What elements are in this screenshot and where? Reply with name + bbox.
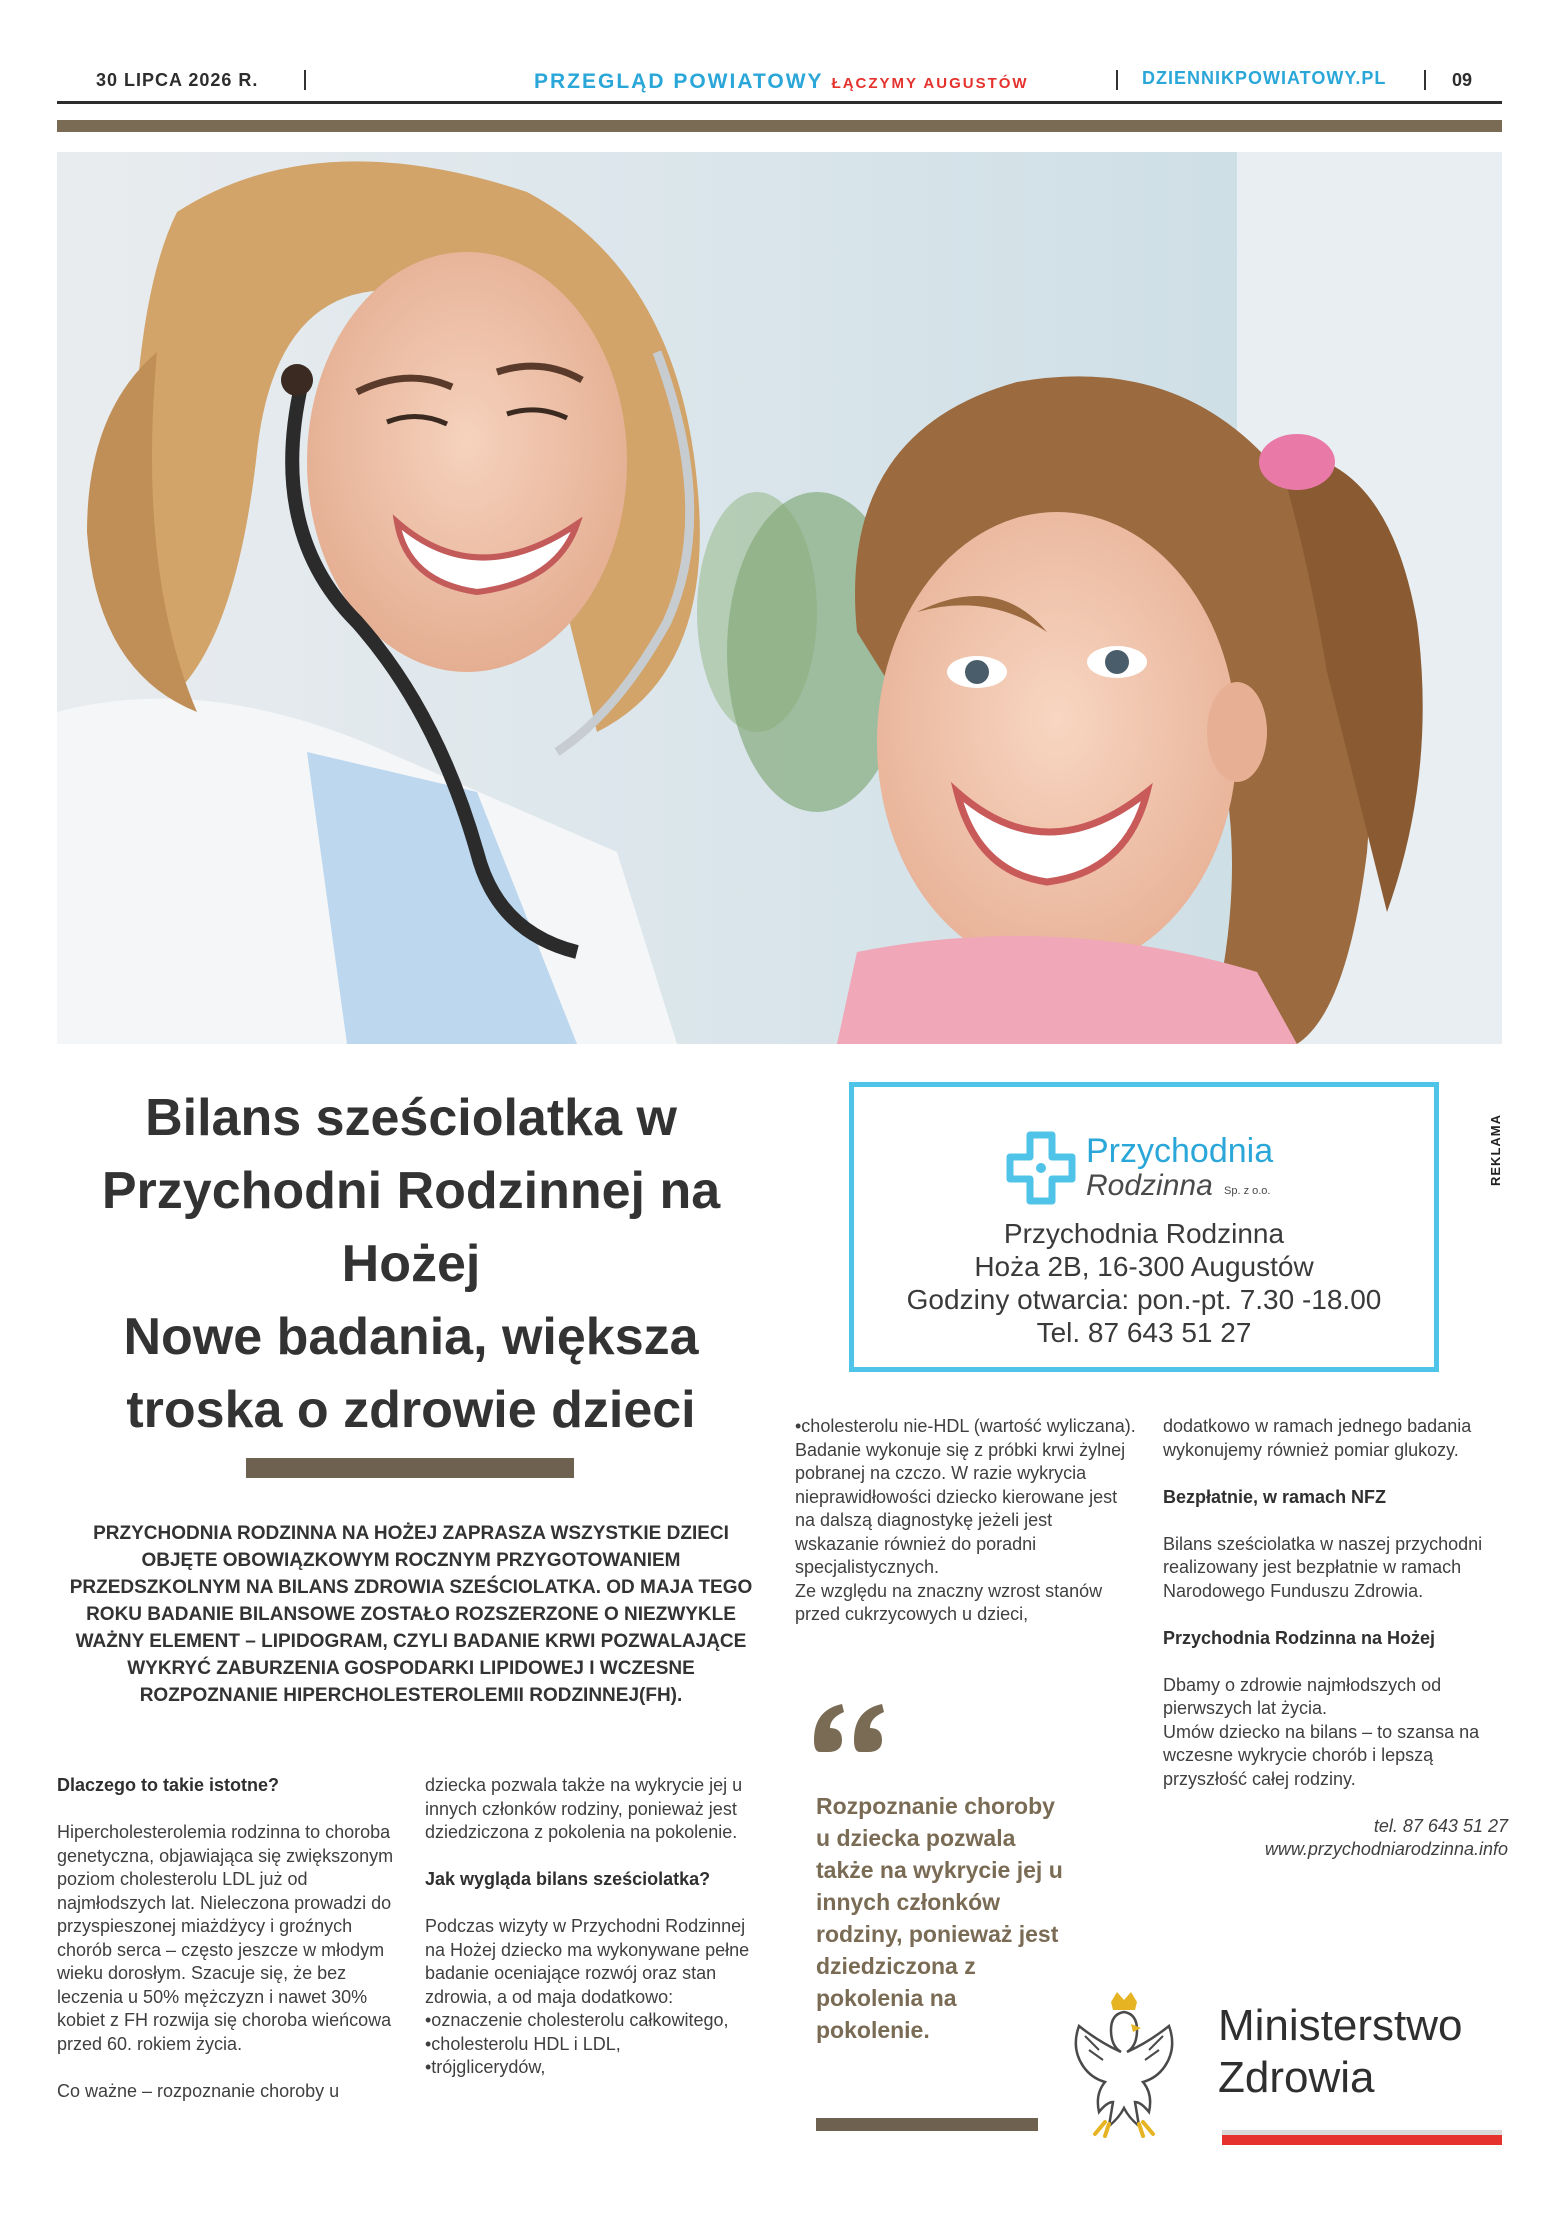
clinic-name: Przychodnia Rodzinna xyxy=(1003,1218,1285,1249)
masthead-separator xyxy=(304,70,306,90)
article-column-2 xyxy=(425,1774,765,2080)
headline-divider xyxy=(246,1458,574,1478)
section-heading: Bezpłatnie, w ramach NFZ xyxy=(1163,1486,1387,1507)
photo-illustration xyxy=(57,152,1502,1044)
paragraph: Badanie wykonuje się z próbki krwi żylnej pobranej na czczo. W razie wykrycia nieprawidłowości dziecko kierowane jest na dalszą diagnostykę jeżeli jest wskazanie również do poradni specjalistycznych. xyxy=(795,1439,1126,1577)
contact-phone[interactable]: tel. 87 643 51 27 xyxy=(1373,1815,1508,1836)
pull-quote: Rozpoznanie choroby u dziecka pozwala także na wykrycie jej u innych członków rodziny, ponieważ jest dziedziczona z pokolenia na pokolenie. xyxy=(816,1793,1063,2043)
masthead-bar xyxy=(57,120,1502,132)
website-link[interactable]: DZIENNIKPOWIATOWY.PL xyxy=(1142,68,1387,88)
doctor-child-photo xyxy=(57,152,1502,1044)
advertisement-label: REKLAMA xyxy=(1488,1114,1503,1186)
masthead-separator xyxy=(1424,70,1426,90)
polish-eagle-emblem xyxy=(1065,1990,1183,2138)
paragraph: Umów dziecko na bilans – to szansa na wczesne wykrycie chorób i lepszą przyszłość całej rodziny. xyxy=(1163,1721,1480,1789)
clinic-advertisement[interactable] xyxy=(849,1082,1439,1372)
quote-divider xyxy=(816,2118,1038,2131)
paragraph: Ze względu na znaczny wzrost stanów przed cukrzycowych u dzieci, xyxy=(795,1580,1103,1624)
clinic-logo xyxy=(1006,1125,1296,1215)
list-item: •trójglicerydów, xyxy=(425,2057,546,2077)
headline-line: Przychodni Rodzinnej na xyxy=(101,1162,721,1220)
flag-stripe-red xyxy=(1222,2135,1502,2145)
list-item: •oznaczenie cholesterolu całkowitego, xyxy=(425,2010,729,2030)
article-lead: PRZYCHODNIA RODZINNA NA HOŻEJ ZAPRASZA WSZYSTKIE DZIECI OBJĘTE OBOWIĄZKOWYM ROCZNYM PRZYGOTOWANIEM PRZEDSZKOLNYM NA BILANS ZDROWIA SZEŚCIOLATKA. OD MAJA TEGO ROKU BADANIE BILANSOWE ZOSTAŁO ROZSZERZONE O NIEZWYKLE WAŻNY ELEMENT – LIPIDOGRAM, CZYLI BADANIE KRWI POZWALAJĄCE WYKRYĆ ZABURZENIA GOSPODARKI LIPIDOWEJ I WCZESNE ROZPOZNANIE HIPERCHOLESTEROLEMII RODZINNEJ(FH). xyxy=(69,1523,753,1706)
paragraph: dodatkowo w ramach jednego badania wykonujemy również pomiar glukozy. xyxy=(1163,1416,1472,1460)
paragraph: Podczas wizyty w Przychodni Rodzinnej na Hożej dziecko ma wykonywane pełne badanie oceniające rozwój oraz stan zdrowia, a od maja dodatkowo: xyxy=(425,1916,750,2007)
quote-icon xyxy=(812,1700,892,1756)
brand-name: PRZEGLĄD POWIATOWY xyxy=(534,70,824,93)
clinic-details xyxy=(854,1217,1434,1349)
brand-slogan: ŁĄCZYMY AUGUSTÓW xyxy=(831,75,1029,92)
paragraph: Co ważne – rozpoznanie choroby u xyxy=(57,2080,340,2101)
list-item: •cholesterolu HDL i LDL, xyxy=(425,2033,621,2054)
paragraph: Bilans sześciolatka w naszej przychodni realizowany jest bezpłatnie w ramach Narodowego Funduszu Zdrowia. xyxy=(1163,1533,1483,1601)
headline-line: Nowe badania, większa xyxy=(123,1308,699,1366)
paragraph: dziecka pozwala także na wykrycie jej u innych członków rodziny, ponieważ jest dziedziczona z pokolenia na pokolenie. xyxy=(425,1775,743,1842)
paragraph: Dbamy o zdrowie najmłodszych od pierwszych lat życia. xyxy=(1163,1674,1442,1718)
contact-website[interactable]: www.przychodniarodzinna.info xyxy=(1264,1839,1508,1859)
masthead-separator xyxy=(1116,70,1118,90)
issue-date: 30 LIPCA 2026 R. xyxy=(96,70,259,90)
article-column-1 xyxy=(57,1774,397,2127)
section-heading: Jak wygląda bilans sześciolatka? xyxy=(425,1869,711,1889)
logo-suffix: Sp. z o.o. xyxy=(1224,1185,1271,1197)
newspaper-title[interactable] xyxy=(534,70,1029,94)
ministry-name xyxy=(1218,2000,1463,2104)
page-number: 09 xyxy=(1452,70,1473,90)
paragraph: Hipercholesterolemia rodzinna to choroba genetyczna, objawiająca się zwiększonym poziom cholesterolu LDL już od najmłodszych lat. Nieleczona prowadzi do przyspieszonej miażdżycy i groźnych chorób serca – często jeszcze w młodym wieku dorosłym. Szacuje się, że bez leczenia u 50% mężczyzn i nawet 30% kobiet z FH rozwija się choroba wieńcowa przed 60. rokiem życia. xyxy=(57,1822,394,2054)
section-heading: Dlaczego to takie istotne? xyxy=(57,1775,280,1795)
article-column-3 xyxy=(795,1415,1140,1627)
ministry-line-1: Ministerstwo xyxy=(1218,2001,1463,2050)
logo-line-2: Rodzinna xyxy=(1086,1169,1213,1202)
clinic-hours: Godziny otwarcia: pon.-pt. 7.30 -18.00 xyxy=(906,1284,1382,1315)
article-column-4 xyxy=(1163,1415,1508,1862)
clinic-address: Hoża 2B, 16-300 Augustów xyxy=(974,1251,1314,1282)
list-item: •cholesterolu nie-HDL (wartość wyliczana). xyxy=(795,1416,1136,1436)
clinic-phone[interactable]: Tel. 87 643 51 27 xyxy=(1036,1317,1252,1348)
masthead-rule xyxy=(57,101,1502,104)
headline-line: Bilans sześciolatka w xyxy=(145,1089,677,1147)
logo-line-1: Przychodnia xyxy=(1086,1132,1274,1170)
headline-line: Hożej xyxy=(341,1235,481,1293)
headline-line: troska o zdrowie dzieci xyxy=(126,1381,696,1439)
ministry-line-2: Zdrowia xyxy=(1218,2053,1375,2102)
article-headline xyxy=(57,1082,765,1447)
medical-cross-icon xyxy=(1006,1131,1076,1211)
section-heading: Przychodnia Rodzinna na Hożej xyxy=(1163,1627,1436,1648)
